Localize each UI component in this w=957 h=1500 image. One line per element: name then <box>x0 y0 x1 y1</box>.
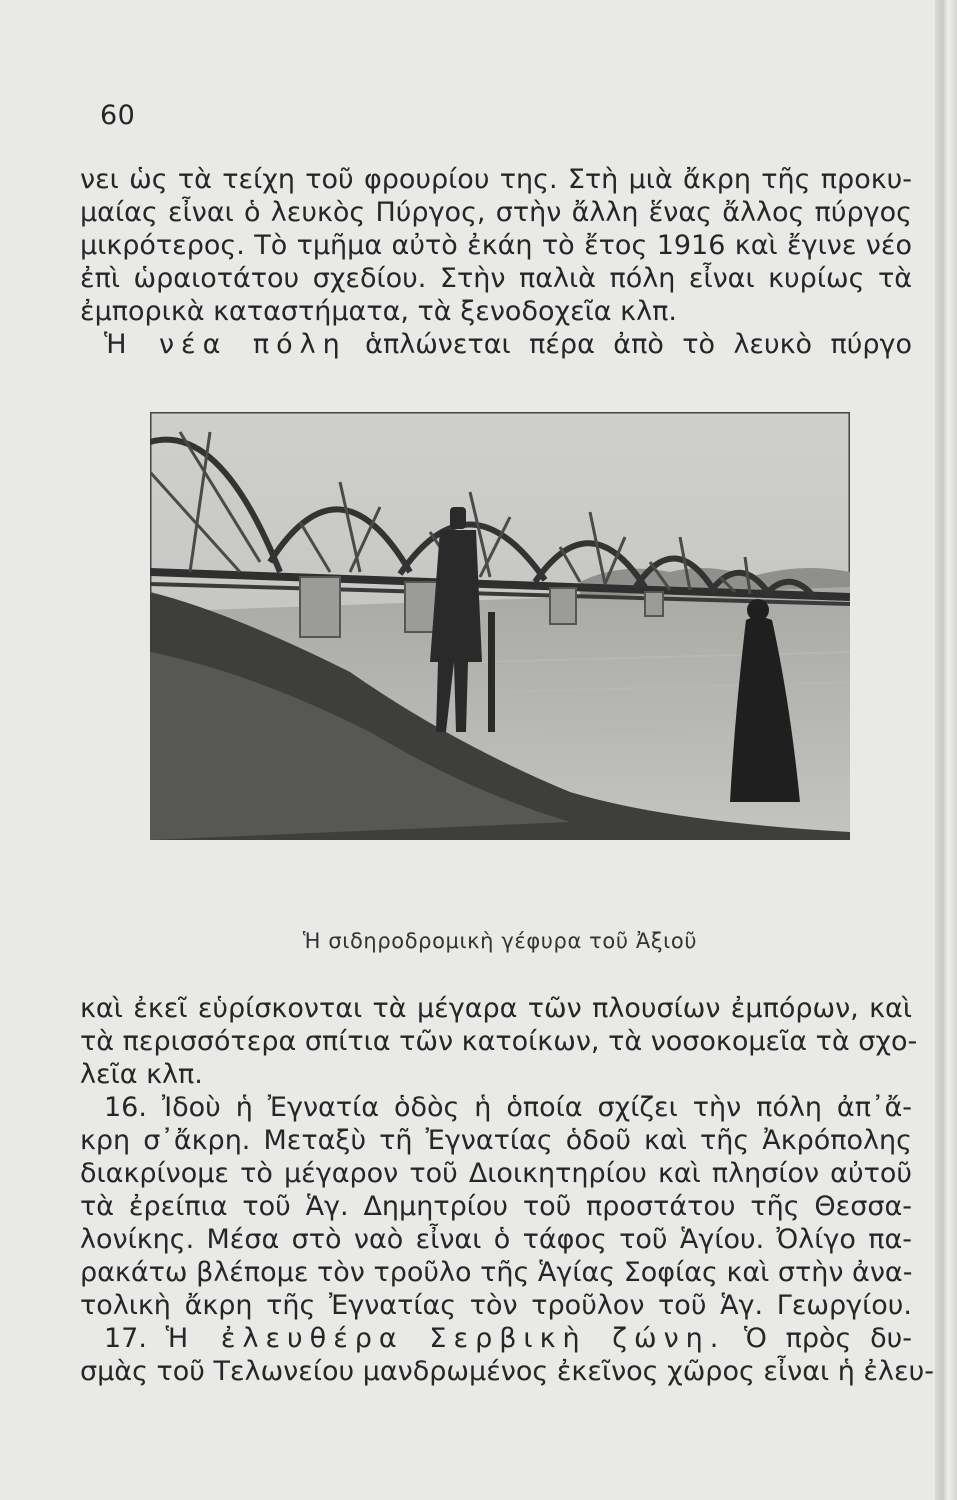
text-line: σμὰς τοῦ Τελωνείου μανδρωμένος ἐκεῖνος χῶρος εἶναι ἡ ἐλευ- <box>80 1356 934 1387</box>
figure-caption: Ἡ σιδηροδρομικὴ γέφυρα τοῦ Ἀξιοῦ <box>302 929 698 953</box>
text-line: μικρότερος. Τὸ τμῆμα αὐτὸ ἐκάη τὸ ἔτος 1916 καὶ ἔγινε νέο <box>80 230 912 261</box>
text-line: λεῖα κλπ. <box>80 1059 203 1090</box>
bottom-paragraph <box>80 992 934 1388</box>
text-line: τὰ ἐρείπια τοῦ Ἁγ. Δημητρίου τοῦ προστάτου τῆς Θεσσα- <box>80 1191 912 1222</box>
line-remainder: Ὁ πρὸς δυ- <box>744 1323 912 1354</box>
spaced-phrase: Ἡ νέα πόλη <box>104 329 347 360</box>
text-line <box>80 1322 912 1355</box>
text-line: καὶ ἐκεῖ εὑρίσκονται τὰ μέγαρα τῶν πλουσίων ἐμπόρων, καὶ <box>80 993 912 1024</box>
text-line <box>80 328 912 361</box>
item-17-number: 17. <box>104 1323 147 1354</box>
bridge-photo-illustration <box>150 412 850 840</box>
text-line: τὰ περισσότερα σπίτια τῶν κατοίκων, τὰ νοσοκομεῖα τὰ σχο- <box>80 1026 918 1057</box>
text-line: ἐμπορικὰ καταστήματα, τὰ ξενοδοχεῖα κλπ. <box>80 296 677 327</box>
text-line: νει ὡς τὰ τείχη τοῦ φρουρίου της. Στὴ μιὰ ἄκρη τῆς προκυ- <box>80 164 912 195</box>
next-page-edge <box>935 0 957 1500</box>
page-number: 60 <box>100 100 136 131</box>
item-16-text: 16. Ἰδοὺ ἡ Ἐγνατία ὁδὸς ἡ ὁποία σχίζει τὴν πόλη ἀπ᾽ἄ- <box>104 1092 912 1123</box>
spaced-heading: Ἡ ἐλευθέρα Σερβικὴ ζώνη. <box>165 1323 726 1354</box>
text-line: κρη σ᾽ἄκρη. Μεταξὺ τῆ Ἐγνατίας ὁδοῦ καὶ τῆς Ἀκρόπολης <box>80 1125 912 1156</box>
text-line: μαίας εἶναι ὁ λευκὸς Πύργος, στὴν ἄλλη ἕνας ἄλλος πύργος <box>80 197 912 228</box>
top-paragraph <box>80 163 912 361</box>
bridge-photograph <box>150 412 850 840</box>
line-remainder: ἁπλώνεται πέρα ἀπὸ τὸ λευκὸ πύργο <box>365 329 913 360</box>
text-line: λονίκης. Μέσα στὸ ναὸ εἶναι ὁ τάφος τοῦ Ἁγίου. Ὀλίγο πα- <box>80 1224 912 1255</box>
text-line <box>80 1091 912 1124</box>
text-line: ρακάτω βλέπομε τὸν τροῦλο τῆς Ἁγίας Σοφίας καὶ στὴν ἀνα- <box>80 1257 913 1288</box>
text-line: ἐπὶ ὡραιοτάτου σχεδίου. Στὴν παλιὰ πόλη εἶναι κυρίως τὰ <box>80 263 912 294</box>
text-line: διακρίνομε τὸ μέγαρον τοῦ Διοικητηρίου καὶ πλησίον αὐτοῦ <box>80 1158 912 1189</box>
text-line: τολικὴ ἄκρη τῆς Ἐγνατίας τὸν τροῦλον τοῦ Ἁγ. Γεωργίου. <box>80 1290 912 1321</box>
